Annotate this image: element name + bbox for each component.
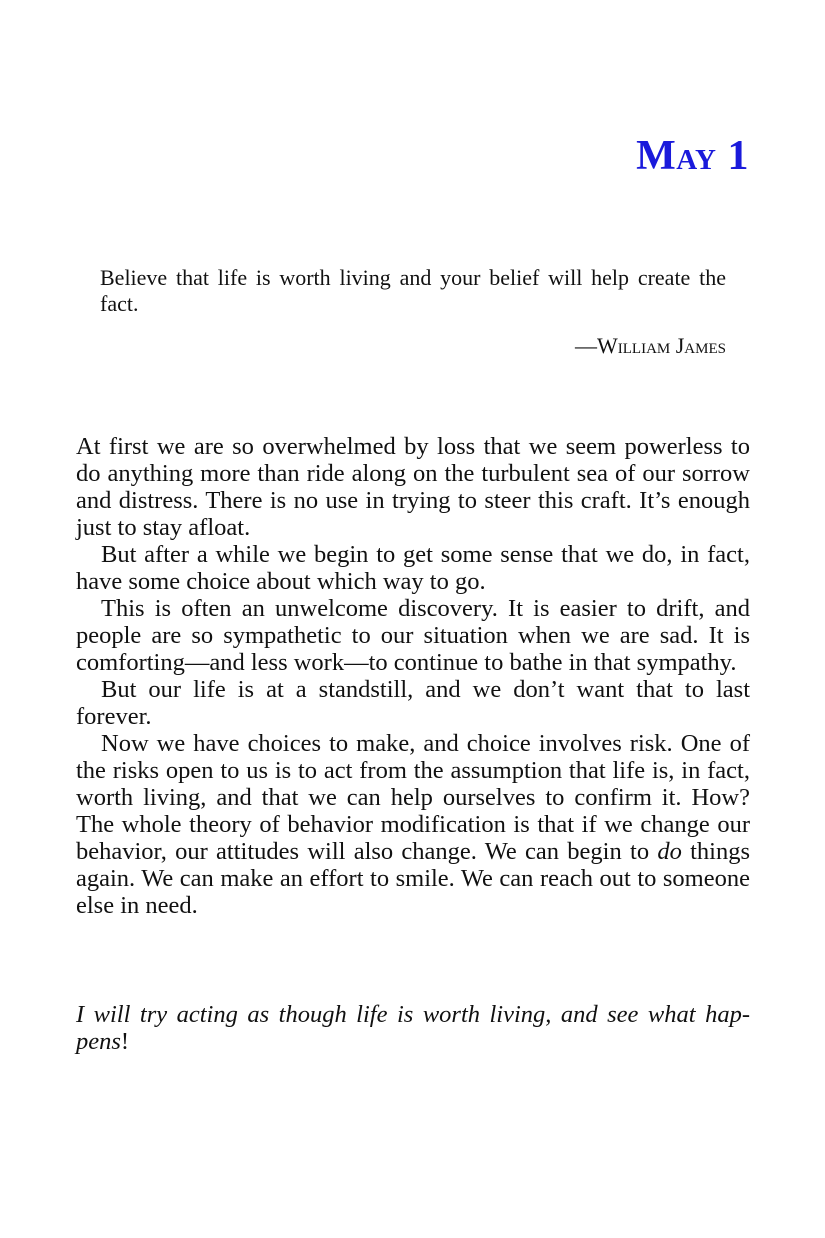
body-paragraph-4: But our life is at a standstill, and we don’t want that to last forever. (76, 676, 750, 730)
body-paragraph-3: This is often an unwelcome discovery. It is easier to drift, and people are so sympathetic to our situation when we are sad. It is comforting—and less work—to continue to bathe in that sympathy. (76, 595, 750, 676)
body-emphasis-word: do (657, 838, 682, 865)
body-paragraph-5-end: things again. We can make an effort to smile. We can reach out to someone else in need. (76, 838, 750, 919)
epigraph-author: —William James (575, 333, 726, 358)
date-heading: May 1 (636, 133, 749, 179)
affirmation-text: I will try acting as though life is worth living, and see what happens (76, 1001, 750, 1055)
daily-affirmation (76, 1001, 750, 1055)
affirmation-end-mark: ! (120, 1028, 130, 1055)
body-paragraph-5-start: Now we have choices to make, and choice involves risk. One of the risks open to us is to act from the assumption that life is, in fact, worth living, and that we can help ourselves to confirm it. How? The whole theory of behavior modification is that if we change our behavior, our attitudes will also change. We can begin to (76, 730, 750, 865)
meditation-body (76, 433, 750, 919)
epigraph (100, 265, 726, 359)
body-paragraph-5 (76, 730, 750, 919)
body-paragraph-2: But after a while we begin to get some sense that we do, in fact, have some choice about which way to go. (76, 541, 750, 595)
epigraph-quote: Believe that life is worth living and your belief will help create the fact. (100, 265, 726, 316)
body-paragraph-1: At first we are so overwhelmed by loss that we seem powerless to do anything more than ride along on the turbulent sea of our sorrow and distress. There is no use in trying to steer this craft. It’s enough just to stay afloat. (76, 433, 750, 541)
